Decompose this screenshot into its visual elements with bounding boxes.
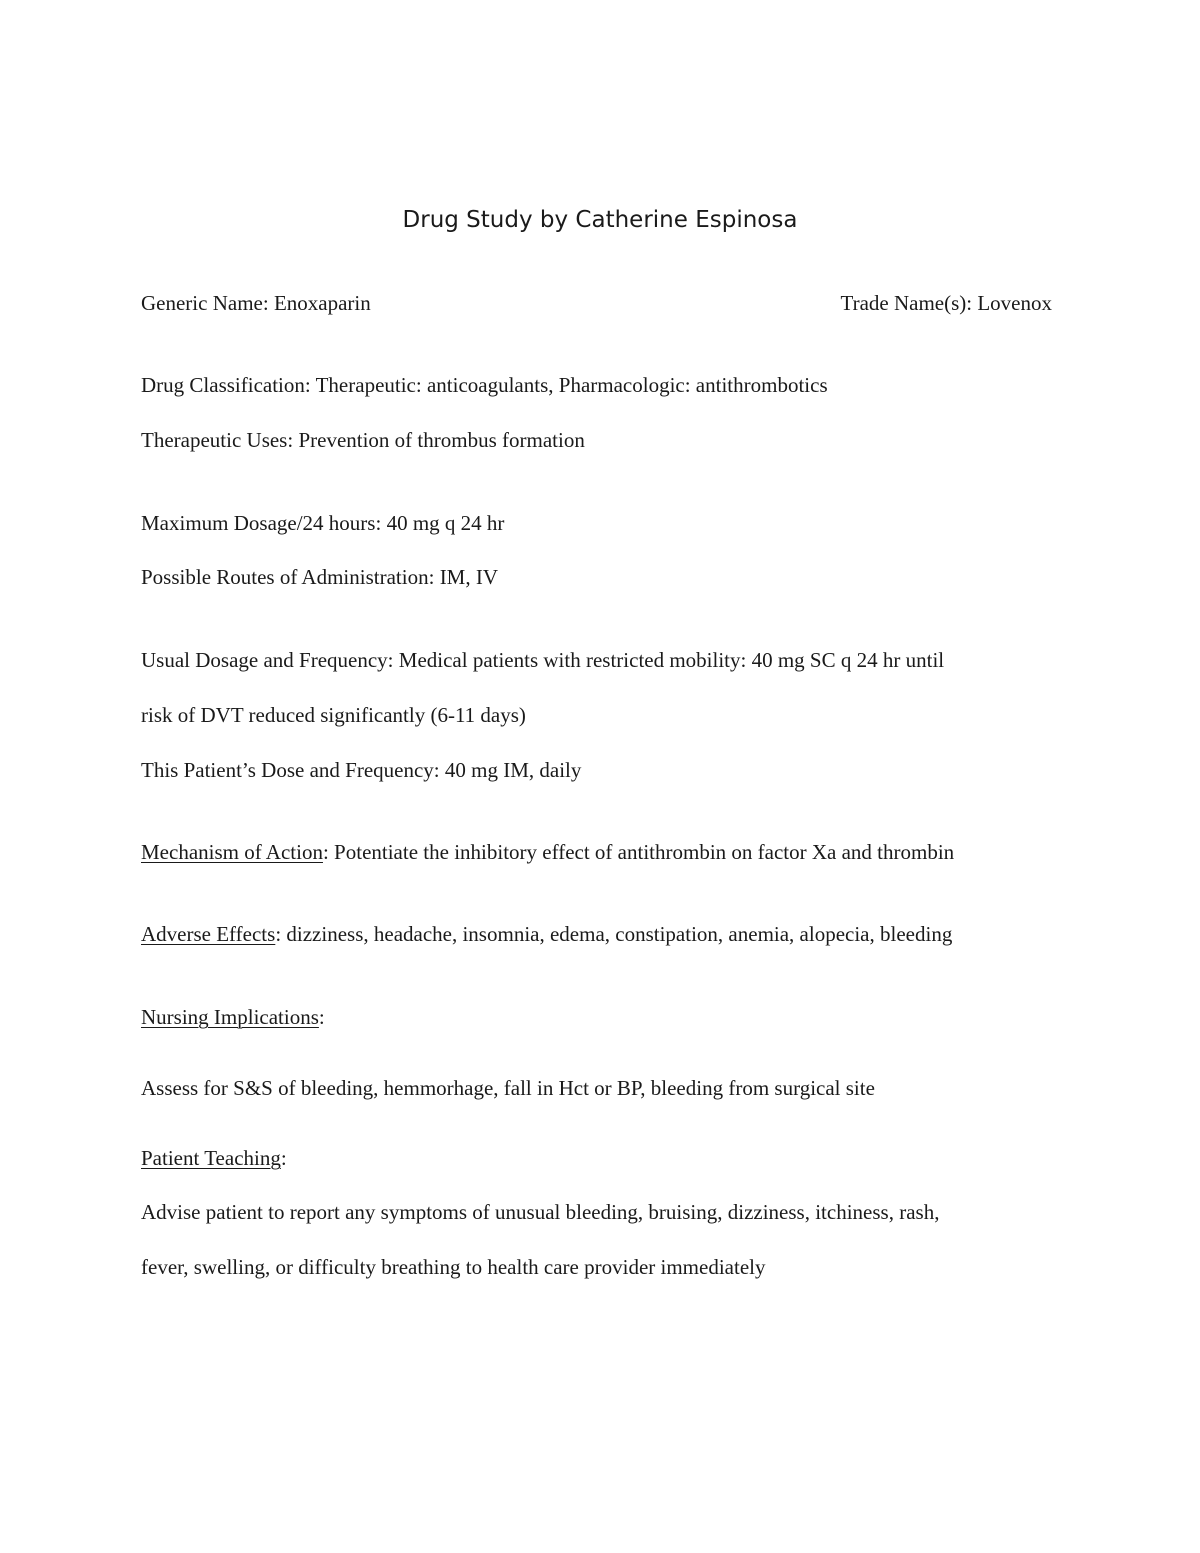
therapeutic-uses-label: Therapeutic Uses:	[141, 428, 294, 452]
usual-dosage-label: Usual Dosage and Frequency:	[141, 648, 394, 672]
adverse-effects-value: : dizziness, headache, insomnia, edema, constipation, anemia, alopecia, bleeding	[275, 922, 953, 946]
nursing-implications-text: Assess for S&S of bleeding, hemmorhage, fall in Hct or BP, bleeding from surgical site	[141, 1076, 875, 1100]
trade-name-row	[840, 288, 1052, 318]
usual-dosage-value-line2: risk of DVT reduced significantly (6-11 days)	[141, 703, 526, 727]
generic-name-label: Generic Name:	[141, 291, 269, 315]
maximum-dosage-label: Maximum Dosage/24 hours:	[141, 511, 382, 535]
trade-name-value: Lovenox	[977, 291, 1052, 315]
drug-classification-row	[141, 370, 1061, 400]
usual-dosage-row	[141, 645, 1061, 675]
nursing-implications-heading-row	[141, 1002, 1061, 1032]
routes-value: IM, IV	[439, 565, 499, 589]
routes-label: Possible Routes of Administration:	[141, 565, 435, 589]
mechanism-heading: Mechanism of Action	[141, 840, 323, 864]
patient-dose-label: This Patient’s Dose and Frequency:	[141, 758, 440, 782]
drug-classification-value: Therapeutic: anticoagulants, Pharmacologic: antithrombotics	[315, 373, 828, 397]
routes-row	[141, 562, 1061, 592]
patient-teaching-text-line1: Advise patient to report any symptoms of unusual bleeding, bruising, dizziness, itchiness, rash,	[141, 1200, 940, 1224]
adverse-effects-heading: Adverse Effects	[141, 922, 276, 946]
usual-dosage-value-line1: Medical patients with restricted mobility: 40 mg SC q 24 hr until	[398, 648, 945, 672]
nursing-implications-colon: :	[318, 1005, 325, 1029]
mechanism-value: : Potentiate the inhibitory effect of antithrombin on factor Xa and thrombin	[322, 840, 955, 864]
patient-teaching-heading: Patient Teaching	[141, 1146, 281, 1170]
patient-dose-row	[141, 755, 1061, 785]
adverse-effects-row	[141, 919, 1061, 949]
mechanism-row	[141, 837, 1061, 867]
patient-teaching-colon: :	[280, 1146, 287, 1170]
document-title: Drug Study by Catherine Espinosa	[402, 207, 798, 233]
maximum-dosage-row	[141, 508, 1061, 538]
therapeutic-uses-row	[141, 425, 1061, 455]
patient-teaching-heading-row	[141, 1143, 1061, 1173]
trade-name-label: Trade Name(s):	[840, 291, 973, 315]
patient-teaching-text-line2: fever, swelling, or difficulty breathing to health care provider immediately	[141, 1255, 766, 1279]
therapeutic-uses-value: Prevention of thrombus formation	[298, 428, 585, 452]
generic-name-value: Enoxaparin	[273, 291, 371, 315]
nursing-implications-heading: Nursing Implications	[141, 1005, 319, 1029]
maximum-dosage-value: 40 mg q 24 hr	[386, 511, 505, 535]
patient-dose-value: 40 mg IM, daily	[444, 758, 582, 782]
drug-classification-label: Drug Classification:	[141, 373, 311, 397]
